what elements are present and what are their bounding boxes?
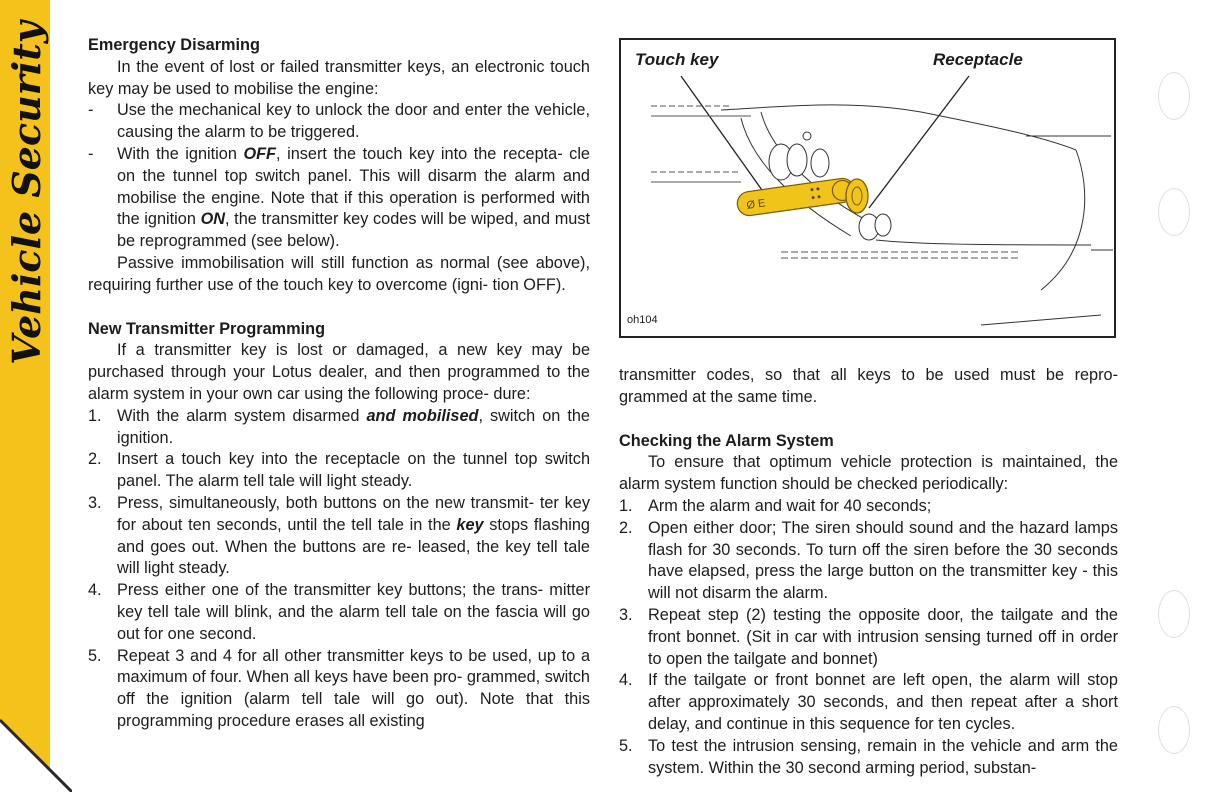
emphasis-on: ON bbox=[200, 210, 225, 229]
step-emphasis: key bbox=[456, 515, 484, 534]
bullet-item bbox=[88, 144, 590, 253]
check-number: 1. bbox=[619, 496, 633, 515]
step-text: Repeat 3 and 4 for all other transmitter keys to be used, up to a maximum of four. When all keys have been pro- grammed, switch off the ignition (alarm tell tale will go out). Note that this programming procedure erases all existing bbox=[117, 646, 590, 730]
step-item bbox=[88, 580, 590, 645]
check-text: Open either door; The siren should sound and the hazard lamps flash for 30 seconds. To turn off the siren before the 30 seconds have elapsed, press the large button on the transmitter key - this will not disarm the alarm. bbox=[648, 518, 1118, 603]
page-corner-mark bbox=[0, 682, 72, 792]
continuation-text: transmitter codes, so that all keys to be used must be repro- grammed at the same time. bbox=[619, 366, 1118, 406]
step-item bbox=[88, 449, 590, 493]
bullet-mark: - bbox=[88, 144, 94, 163]
check-text: Repeat step (2) testing the opposite door, the tailgate and the front bonnet. (Sit in car with intrusion sensing turned off in order to open the tailgate and bonnet) bbox=[648, 605, 1118, 668]
check-item bbox=[619, 736, 1118, 780]
bullet-item bbox=[88, 100, 590, 144]
step-number: 1. bbox=[88, 406, 102, 425]
check-number: 2. bbox=[619, 518, 633, 537]
heading-checking-alarm-system: Checking the Alarm System bbox=[619, 431, 834, 450]
step-item bbox=[88, 406, 590, 450]
programming-intro: If a transmitter key is lost or damaged, a new key may be purchased through your Lotus dealer, and then programmed to the alarm system in your own car using the following proce- dure: bbox=[88, 341, 590, 403]
check-text: If the tailgate or front bonnet are left open, the alarm will stop after approximately 30 seconds, and then repeat after a short delay, and continue in this sequence for ten cycles. bbox=[648, 671, 1118, 733]
bullet-text-c: , the transmitter key codes will be wiped, and must be reprogrammed (see below). bbox=[117, 210, 591, 251]
heading-new-transmitter-programming: New Transmitter Programming bbox=[88, 319, 326, 338]
check-number: 3. bbox=[619, 605, 633, 624]
label-touch-key: Touch key bbox=[635, 50, 719, 69]
check-number: 4. bbox=[619, 671, 633, 690]
bullet-text-b: , insert the touch key into the recepta- cle on the tunnel top switch panel. This will disarm the alarm and mobilise the engine. Note that if this operation is performed with the ignition bbox=[117, 144, 590, 229]
sidebar-title: Vehicle Security bbox=[4, 21, 49, 365]
section-sidebar bbox=[0, 0, 50, 792]
step-text-a: With the alarm system disarmed bbox=[117, 406, 367, 425]
step-text-b: stops flashing and goes out. When the buttons are re- leased, the key tell tale will light steady. bbox=[117, 515, 590, 578]
emergency-intro: In the event of lost or failed transmitter keys, an electronic touch key may be used to mobilise the engine: bbox=[88, 57, 590, 98]
check-text: To test the intrusion sensing, remain in the vehicle and arm the system. Within the 30 second arming period, substan- bbox=[648, 736, 1118, 777]
step-text: Press either one of the transmitter key buttons; the trans- mitter key tell tale will blink, and the alarm tell tale on the fascia will go out for one second. bbox=[117, 581, 590, 643]
dashboard-illustration bbox=[621, 40, 1114, 336]
emphasis-off: OFF bbox=[243, 144, 277, 163]
label-receptacle: Receptacle bbox=[933, 50, 1023, 69]
bullet-text-a: With the ignition bbox=[117, 144, 244, 163]
bullet-text: Use the mechanical key to unlock the door and enter the vehicle, causing the alarm to be triggered. bbox=[117, 101, 590, 142]
step-emphasis: and mobilised bbox=[366, 406, 479, 425]
passive-immobilisation-note: Passive immobilisation will still function as normal (see above), requiring further use of the touch key to overcome (igni- tion OFF). bbox=[88, 253, 590, 294]
check-item bbox=[619, 518, 1118, 605]
left-column bbox=[88, 35, 590, 733]
step-text: Insert a touch key into the receptacle on the tunnel top switch panel. The alarm tell tale will light steady. bbox=[117, 450, 590, 491]
step-text-b: , switch on the ignition. bbox=[117, 406, 590, 447]
step-number: 2. bbox=[88, 450, 102, 469]
step-item bbox=[88, 646, 590, 733]
check-text: Arm the alarm and wait for 40 seconds; bbox=[648, 496, 932, 515]
check-item bbox=[619, 496, 1118, 518]
heading-emergency-disarming: Emergency Disarming bbox=[88, 36, 260, 54]
check-item bbox=[619, 670, 1118, 735]
check-number: 5. bbox=[619, 736, 633, 755]
step-number: 5. bbox=[88, 646, 102, 665]
step-number: 4. bbox=[88, 581, 102, 600]
touch-key-figure bbox=[619, 38, 1116, 338]
right-column bbox=[619, 365, 1118, 779]
bullet-mark: - bbox=[88, 101, 94, 120]
step-text-a: Press, simultaneously, both buttons on the new transmit- ter key for about ten seconds, until the tell tale in the bbox=[117, 493, 590, 534]
key-marks: Ø E bbox=[745, 197, 767, 212]
checking-intro: To ensure that optimum vehicle protection is maintained, the alarm system function should be checked periodically: bbox=[619, 453, 1118, 494]
check-item bbox=[619, 605, 1118, 670]
step-number: 3. bbox=[88, 493, 102, 512]
figure-code: oh104 bbox=[627, 314, 658, 326]
step-item bbox=[88, 493, 590, 580]
